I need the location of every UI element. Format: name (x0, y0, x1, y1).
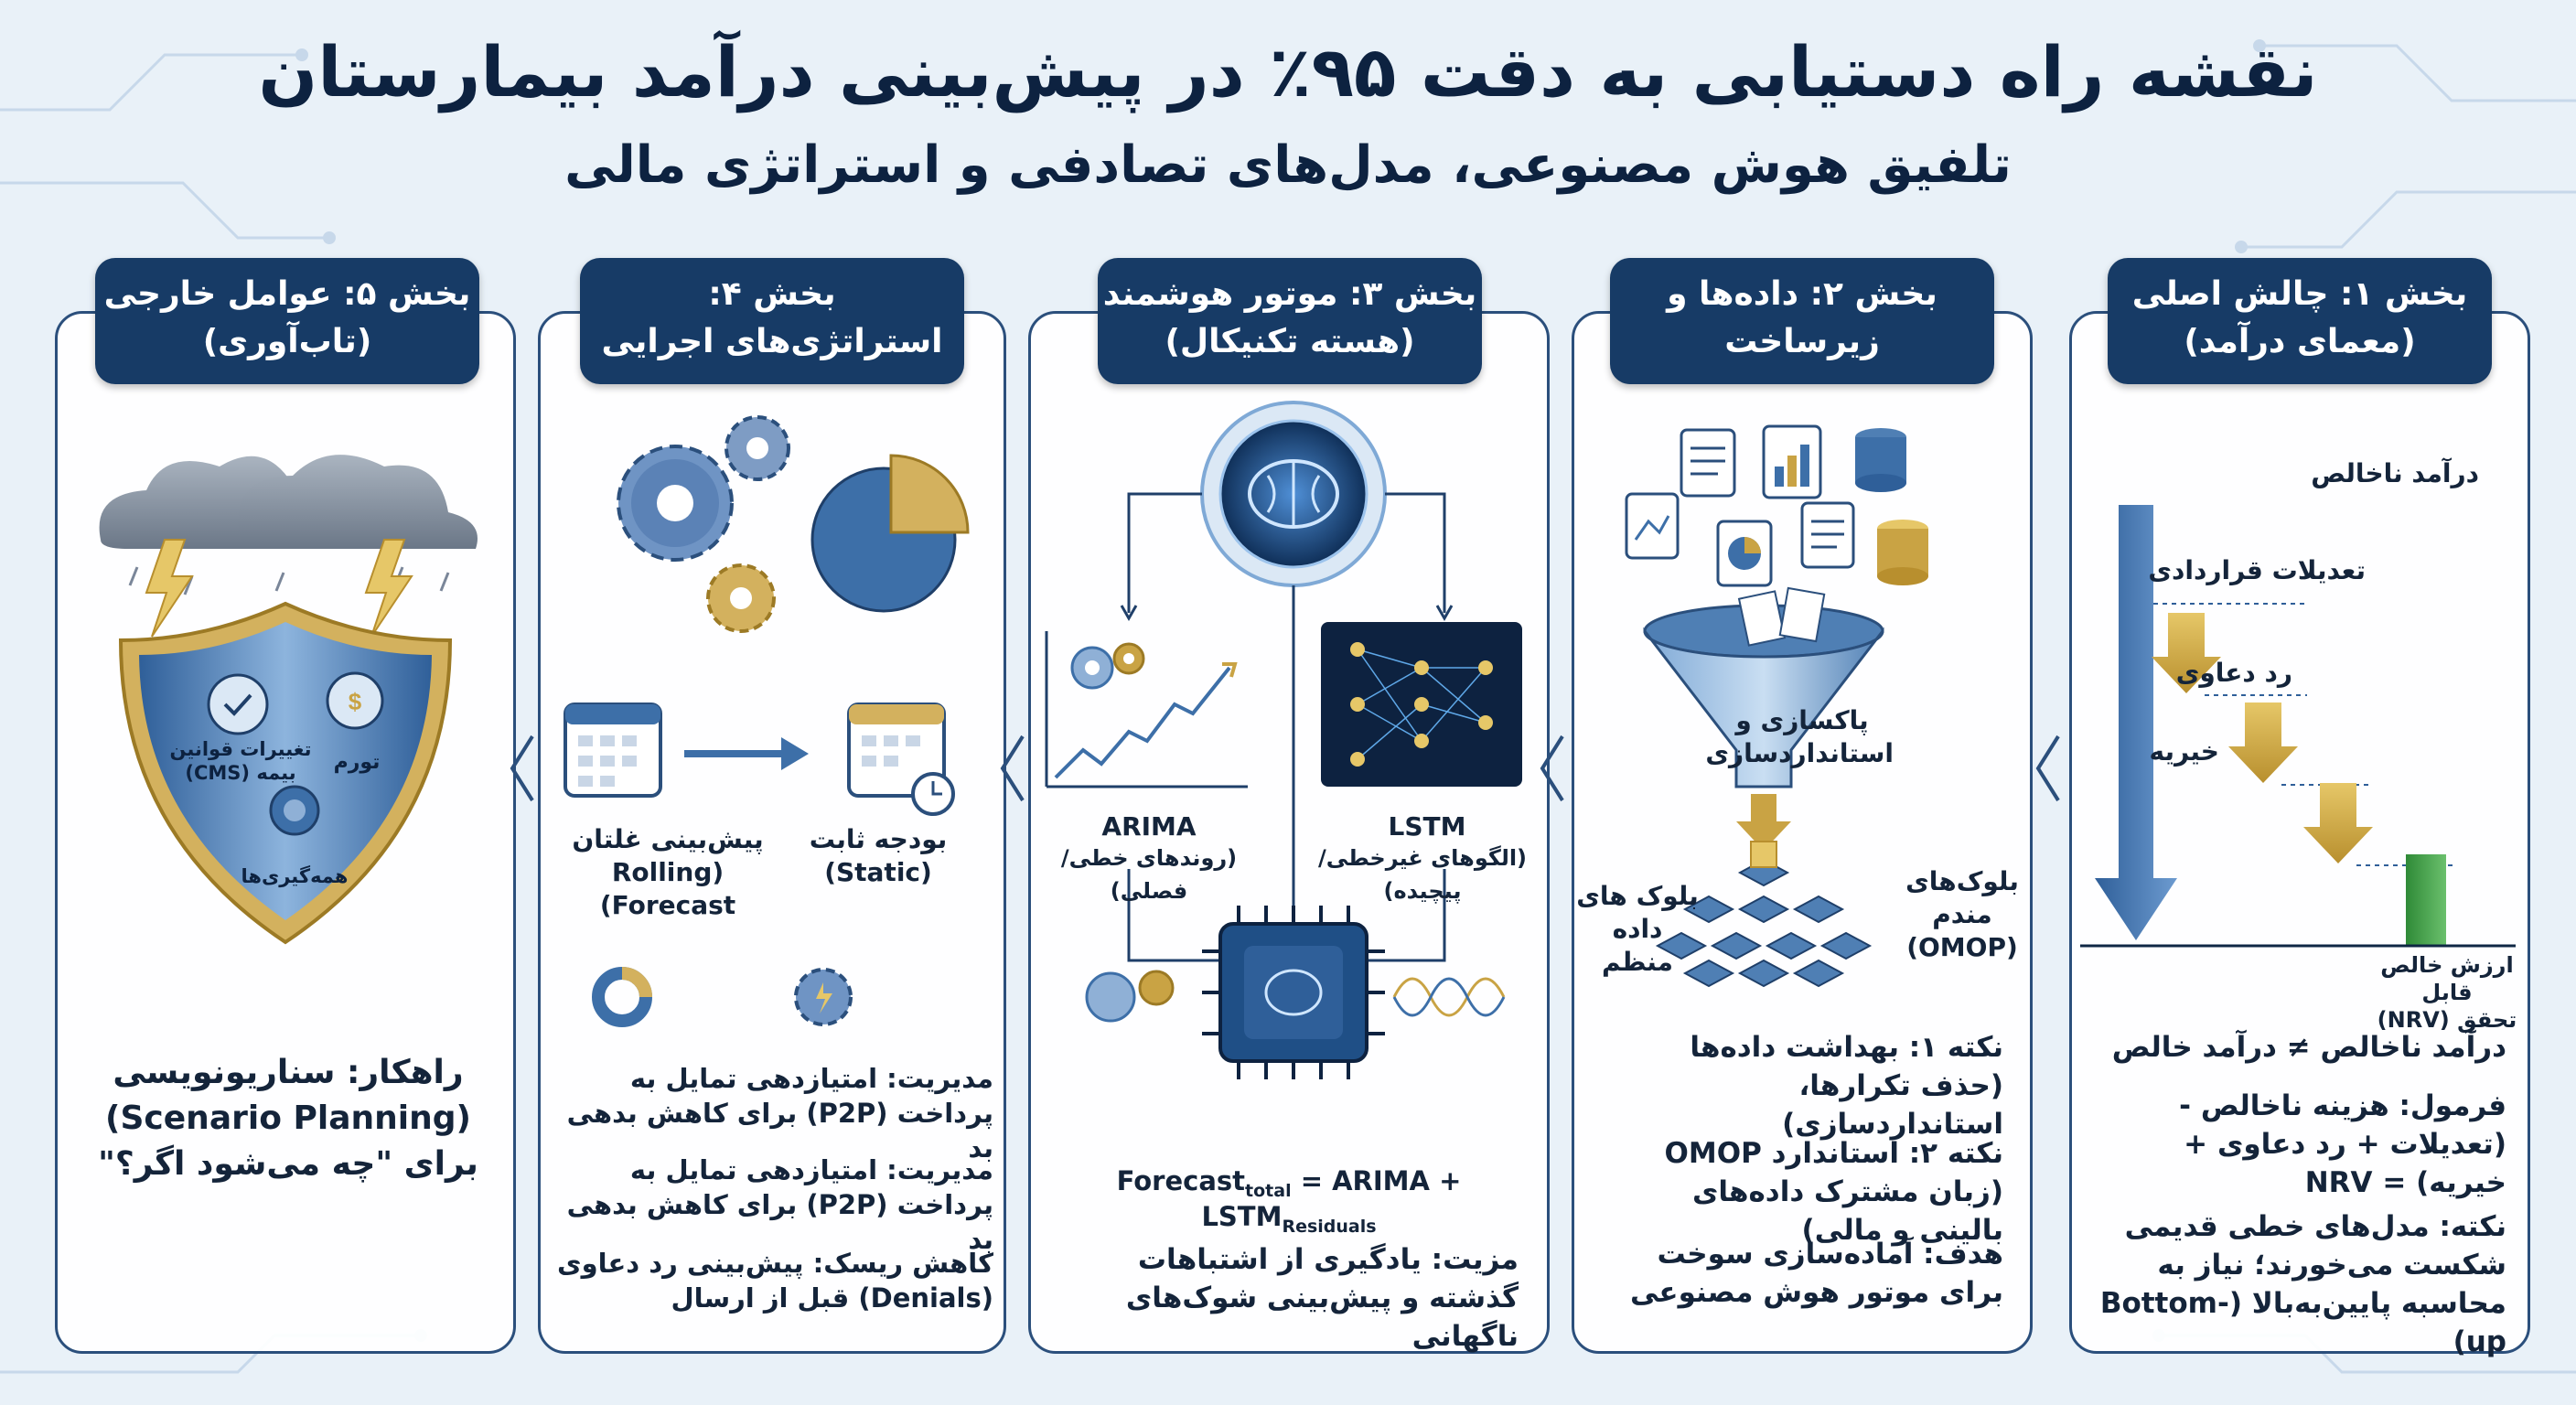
denial-label: رد دعاوی (2175, 658, 2292, 688)
shield-inflation-label: تورم (333, 751, 381, 774)
lightning-icon (366, 540, 412, 637)
formula-sub-residuals: Residuals (1282, 1216, 1377, 1237)
page-title: نقشه راه دستیابی به دقت ۹۵٪ در پیش‌بینی درآمد بیمارستان (258, 31, 2318, 113)
arrow-right-icon (781, 737, 809, 770)
chip-icon (1202, 906, 1385, 1079)
gear-icon (708, 565, 774, 631)
panel-4-note-1: مدیریت: امتیازدهی تمایل به پرداخت (P2P) برای کاهش بدهی بد (566, 1063, 993, 1164)
wave-icon (1394, 979, 1504, 1015)
shield-cms-line2: بیمه (CMS) (185, 762, 296, 784)
nrv-label (2369, 951, 2525, 1034)
nrv-label-line1: ارزش خالص قابل (2380, 952, 2514, 1005)
document-icon (1626, 494, 1678, 558)
page-subtitle: تلفیق هوش مصنوعی، مدل‌های تصادفی و استراتژی مالی (564, 135, 2012, 195)
lstm-label: LSTM (1388, 811, 1466, 842)
nrv-label-line2: تحقق (NRV) (2377, 1007, 2517, 1033)
rolling-forecast-label (549, 823, 787, 922)
funnel-label-line2: استانداردسازی (1705, 738, 1894, 768)
denial-arrow (2228, 702, 2298, 783)
ordered-blocks-line2: داده منظم (1602, 914, 1673, 977)
panel-2-header-line1: بخش ۲: داده‌ها و (1667, 275, 1937, 313)
panel-1-header-line1: بخش ۱: چالش اصلی (2131, 275, 2468, 313)
gross-label: درآمد ناخالص (2311, 458, 2479, 488)
ordered-blocks-label (1573, 880, 1701, 979)
panel-3-header (1098, 258, 1482, 384)
arima-chart-icon (1046, 631, 1248, 787)
funnel-label-line1: پاکسازی و (1735, 705, 1869, 735)
static-budget-line2: (Static) (824, 857, 932, 887)
panel-4-note-2: مدیریت: امتیازدهی تمایل به پرداخت (P2P) برای کاهش بدهی بد (566, 1154, 993, 1255)
pie-document-icon (1718, 521, 1771, 585)
panel-1-note-3: نکته: مدل‌های خطی قدیمی شکست می‌خورند؛ نیاز به محاسبه پایین‌به‌بالا (Bottom-up) (2099, 1210, 2506, 1358)
lightning-icon (146, 540, 192, 637)
gear-icon (1087, 973, 1134, 1021)
svg-text:$: $ (348, 688, 362, 715)
gear-icon (726, 417, 789, 479)
panel-1-header-line2: (معمای درآمد) (2184, 323, 2416, 360)
panel-4-header-line2: استراتژی‌های اجرایی (601, 323, 943, 360)
lstm-network-icon (1321, 622, 1522, 787)
panel-3-header-line1: بخش ۳: موتور هوشمند (1102, 275, 1477, 313)
lstm-desc: (الگوهای غیرخطی/پیچیده) (1317, 845, 1528, 904)
contract-label: تعدیلات قراردادی (2148, 555, 2366, 585)
donut-chart-icon (585, 960, 659, 1034)
document-icon (1802, 503, 1853, 567)
ordered-blocks-line1: بلوک های (1576, 881, 1699, 911)
omop-blocks-label (1903, 865, 2022, 964)
shield-cms-label (163, 737, 318, 785)
calendar-icon (849, 704, 953, 814)
charity-arrow (2303, 783, 2373, 863)
static-budget-label (787, 823, 970, 889)
panel-4-header (580, 258, 964, 384)
omop-blocks-line2: مندم (1932, 899, 1992, 929)
formula-sub-total: total (1245, 1180, 1292, 1201)
rolling-forecast-line1: پیش‌بینی غلتان (572, 824, 764, 854)
chevron-left-icon (2031, 732, 2067, 805)
charity-label: خیریه (2149, 736, 2219, 767)
omop-blocks-line1: بلوک‌های (1905, 866, 2019, 896)
panel-4-note-3: کاهش ریسک: پیش‌بینی رد دعاوی (Denials) قبل از ارسال (556, 1248, 993, 1314)
panel-5-header (95, 258, 479, 384)
formula-prefix: Forecast (1116, 1165, 1246, 1196)
gear-icon (618, 446, 732, 560)
panel-5-note-1: راهکار: سناریونویسی (Scenario Planning) برای "چه می‌شود اگر؟" (98, 1054, 478, 1183)
static-budget-line1: بودجه ثابت (809, 824, 948, 854)
hybrid-engine-illustration (1028, 393, 1550, 1153)
nrv-bar (2406, 854, 2446, 946)
panel-5-header-line1: بخش ۵: عوامل خارجی (103, 275, 471, 313)
chart-document-icon (1764, 426, 1820, 498)
database-icon (1877, 520, 1928, 585)
panel-1-note-2: فرمول: هزینه ناخالص - (تعدیلات + رد دعاوی + خیریه) = NRV (2179, 1089, 2506, 1199)
gear-icon (787, 960, 860, 1034)
funnel-label (1705, 704, 1894, 770)
panel-2-header (1610, 258, 1994, 384)
cms-badge-icon (209, 675, 267, 734)
panel-1-note-1: درآمد ناخالص ≠ درآمد خالص (2111, 1031, 2506, 1064)
document-icon (1681, 430, 1734, 496)
revenue-waterfall (2069, 311, 2530, 970)
shield-pandemic-label: همه‌گیری‌ها (241, 865, 349, 887)
omop-blocks-line3: (OMOP) (1906, 932, 2018, 962)
panel-2-note-1: نکته ۱: بهداشت داده‌ها (حذف تکرارها، استانداردسازی) (1690, 1031, 2003, 1141)
panel-4-header-line1: بخش ۴: (708, 275, 836, 313)
panel-2-note-3: هدف: آماده‌سازی سوخت برای موتور هوش مصنوعی (1630, 1238, 2003, 1309)
forecast-formula (1037, 1165, 1540, 1237)
panel-2-header-line2: زیرساخت (1724, 323, 1880, 360)
formula-mid: = ARIMA + LSTM (1201, 1165, 1462, 1232)
panel-3-header-line2: (هسته تکنیکال) (1165, 323, 1415, 360)
shield-cms-line1: تغییرات قوانین (169, 738, 312, 760)
database-icon (1855, 428, 1906, 492)
pie-chart-icon (812, 456, 968, 611)
panel-2-note-2: نکته ۲: استاندارد OMOP (زبان مشترک داده‌های بالینی و مالی) (1664, 1137, 2003, 1247)
panel-5-header-line2: (تاب‌آوری) (202, 323, 372, 360)
panel-3-note-1: مزیت: یادگیری از اشتباهات گذشته و پیش‌بینی شوک‌های ناگهانی (1125, 1243, 1519, 1353)
arima-label: ARIMA (1101, 811, 1197, 842)
gear-icon (1140, 971, 1173, 1004)
rolling-forecast-line2: (Rolling Forecast) (599, 857, 736, 920)
brain-icon (1202, 402, 1385, 585)
calendar-icon (565, 704, 660, 796)
arima-desc: (روندهای خطی/فصلی) (1060, 845, 1238, 904)
cloud-icon (100, 455, 478, 549)
